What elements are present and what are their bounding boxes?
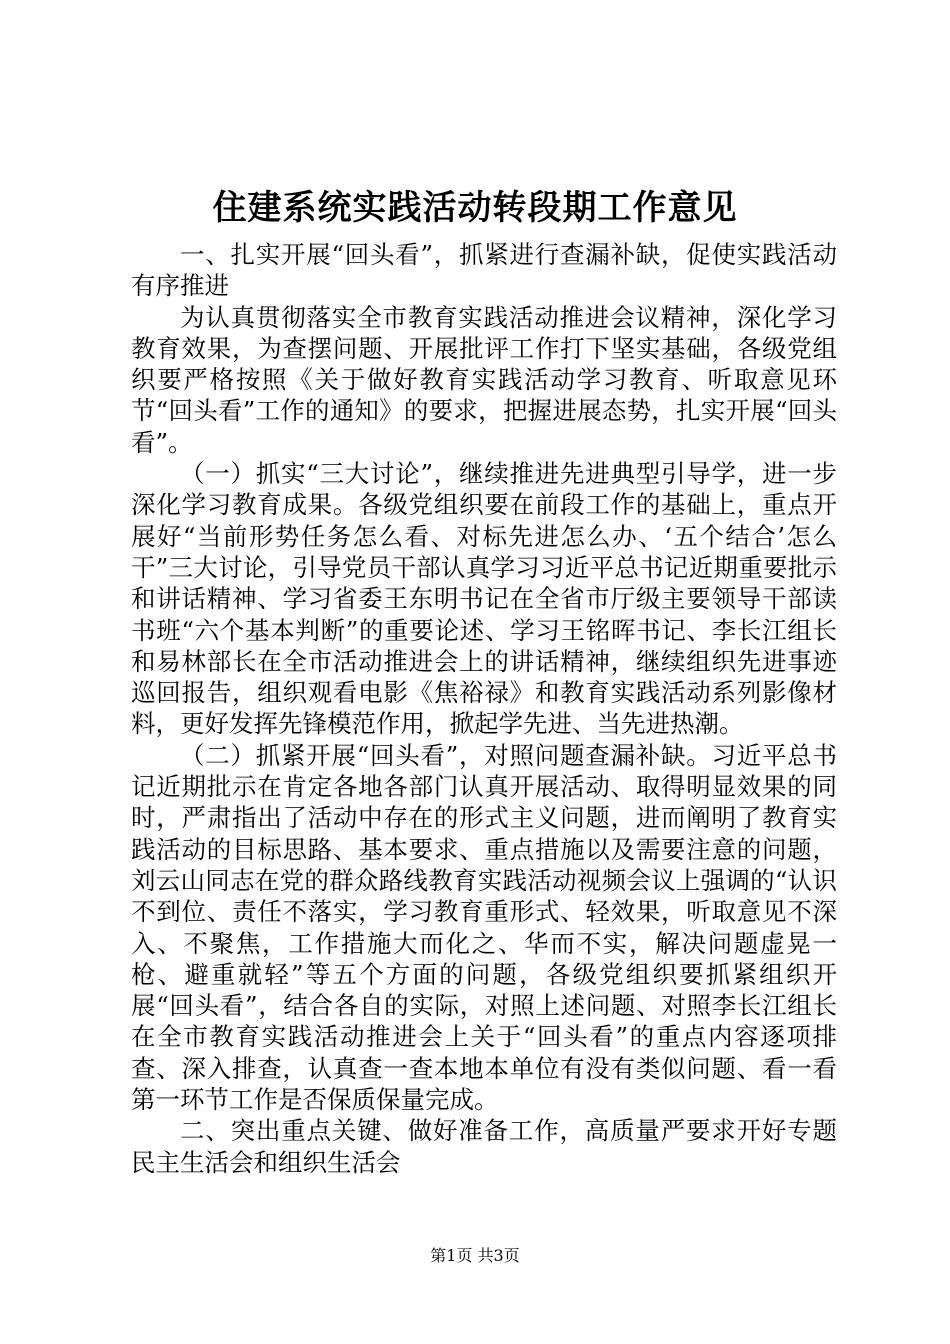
page-footer: 第1页 共3页 (430, 1246, 520, 1265)
document-body (131, 239, 837, 1178)
subsection-paragraph-2: （二）抓紧开展“回头看”，对照问题查漏补缺。习近平总书记近期批示在肯定各地各部门认真开展活动、取得明显效果的同时，严肃指出了活动中存在的形式主义问题，进而阐明了教育实践活动的目标思路、基本要求、重点措施以及需要注意的问题，刘云山同志在党的群众路线教育实践活动视频会议上强调的“认识不到位、责任不落实，学习教育重形式、轻效果，听取意见不深入、不聚焦，工作措施大而化之、华而不实，解决问题虚晃一枪、避重就轻”等五个方面的问题，各级党组织要抓紧组织开展“回头看”，结合各自的实际，对照上述问题、对照李长江组长在全市教育实践活动推进会上关于“回头看”的重点内容逐项排查、深入排查，认真查一查本地本单位有没有类似问题、看一看第一环节工作是否保质保量完成。 (131, 740, 837, 1115)
section-heading-2: 二、突出重点关键、做好准备工作，高质量严要求开好专题民主生活会和组织生活会 (131, 1116, 837, 1177)
body-paragraph: 为认真贯彻落实全市教育实践活动推进会议精神，深化学习教育效果，为查摆问题、开展批评工作打下坚实基础，各级党组织要严格按照《关于做好教育实践活动学习教育、听取意见环节“回头看”工作的通知》的要求，把握进展态势，扎实开展“回头看”。 (131, 302, 837, 457)
section-heading-1: 一、扎实开展“回头看”，抓紧进行查漏补缺，促使实践活动有序推进 (131, 240, 837, 301)
subsection-paragraph-1: （一）抓实“三大讨论”，继续推进先进典型引导学，进一步深化学习教育成果。各级党组织要在前段工作的基础上，重点开展好“当前形势任务怎么看、对标先进怎么办、‘五个结合’怎么干”三大讨论，引导党员干部认真学习习近平总书记近期重要批示和讲话精神、学习省委王东明书记在全省市厅级主要领导干部读书班“六个基本判断”的重要论述、学习王铭晖书记、李长江组长和易林部长在全市活动推进会上的讲话精神，继续组织先进事迹巡回报告，组织观看电影《焦裕禄》和教育实践活动系列影像材料，更好发挥先锋模范作用，掀起学先进、当先进热潮。 (131, 459, 837, 739)
document-title: 住建系统实践活动转段期工作意见 (212, 188, 738, 228)
